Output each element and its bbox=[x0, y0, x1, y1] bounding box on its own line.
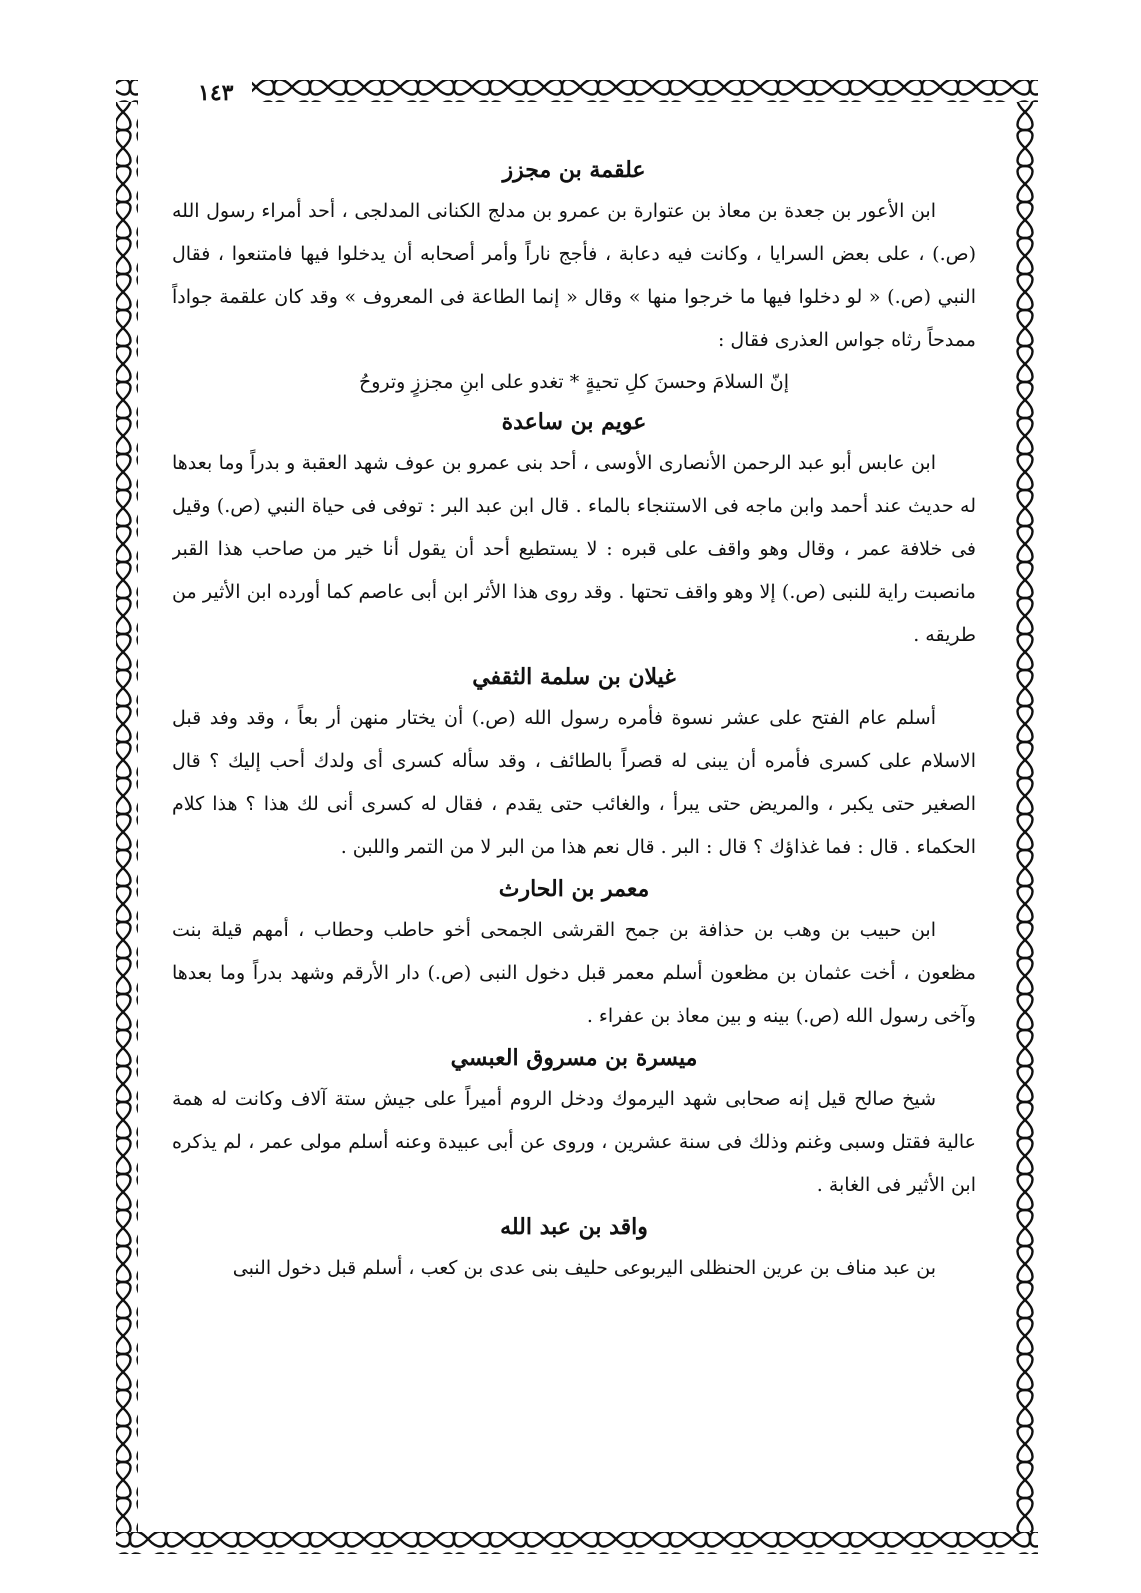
page-number: ١٤٣ bbox=[198, 80, 234, 106]
verse-line: إنّ السلامَ وحسنَ كلِ تحيةٍ * تغدو على ابنِ مجززٍ وتروحُ bbox=[358, 371, 790, 393]
entry-paragraph: ابن عابس أبو عبد الرحمن الأنصارى الأوسى ، أحد بنى عمرو بن عوف شهد العقبة و بدراً وما بعدها له حديث عند أحمد وابن ماجه فى الاستنجاء بالماء . قال ابن عبد البر : توفى فى حياة النبي (ص.) وقيل فى خلافة عمر ، وقال وهو واقف على قبره : لا يستطيع أحد أن يقول أنا خير من صاحب هذا القبر مانصبت راية للنبى (ص.) إلا وهو واقف تحتها . وقد روى هذا الأثر ابن أبى عاصم كما أورده ابن الأثير من طريقه . bbox=[172, 452, 976, 646]
document-body bbox=[172, 150, 976, 1530]
entry-paragraph: ابن حبيب بن وهب بن حذافة بن جمح القرشى الجمحى أخو حاطب وحطاب ، أمهم قيلة بنت مظعون ، أخت عثمان بن مظعون أسلم معمر قبل دخول النبى (ص.) دار الأرقم وشهد بدراً وما بعدها وآخى رسول الله (ص.) بينه و بين معاذ بن عفراء . bbox=[172, 919, 976, 1027]
entry-title: غيلان بن سلمة الثقفي bbox=[472, 664, 676, 690]
entry-paragraph: ابن الأعور بن جعدة بن معاذ بن عتوارة بن عمرو بن مدلج الكنانى المدلجى ، أحد أمراء رسول الله (ص.) ، على بعض السرايا ، وكانت فيه دعابة ، فأجج ناراً وأمر أصحابه أن يدخلوا فيها فامتنعوا ، فقال النبي (ص.) « لو دخلوا فيها ما خرجوا منها » وقال « إنما الطاعة فى المعروف » وقد كان علقمة جواداً ممدحاً رثاه جواس العذرى فقال : bbox=[172, 200, 976, 351]
entry-paragraph: بن عبد مناف بن عرين الحنظلى اليربوعى حليف بنى عدى بن كعب ، أسلم قبل دخول النبى bbox=[232, 1257, 936, 1279]
entry-paragraph: شيخ صالح قيل إنه صحابى شهد اليرموك ودخل الروم أميراً على جيش ستة آلاف وكانت له همة عالية فقتل وسبى وغنم وذلك فى سنة عشرين ، وروى عن أبى عبيدة وعنه أسلم مولى عمر ، لم يذكره ابن الأثير فى الغابة . bbox=[172, 1088, 976, 1196]
entry-title: ميسرة بن مسروق العبسي bbox=[450, 1045, 698, 1071]
entry-title: علقمة بن مجزز bbox=[502, 157, 646, 183]
entry-title: معمر بن الحارث bbox=[498, 876, 650, 902]
entry-paragraph: أسلم عام الفتح على عشر نسوة فأمره رسول الله (ص.) أن يختار منهن أر بعاً ، وقد وفد قبل الاسلام على كسرى فأمره أن يبنى له قصراً بالطائف ، وقد سأله كسرى أى ولدك أحب إليك ؟ قال الصغير حتى يكبر ، والمريض حتى يبرأ ، والغائب حتى يقدم ، فقال له كسرى أنى لك هذا ؟ هذا كلام الحكماء . قال : فما غذاؤك ؟ قال : البر . قال نعم هذا من البر لا من التمر واللبن . bbox=[172, 707, 976, 858]
entry-title: عويم بن ساعدة bbox=[501, 409, 647, 435]
entry-title: واقد بن عبد الله bbox=[500, 1214, 648, 1240]
